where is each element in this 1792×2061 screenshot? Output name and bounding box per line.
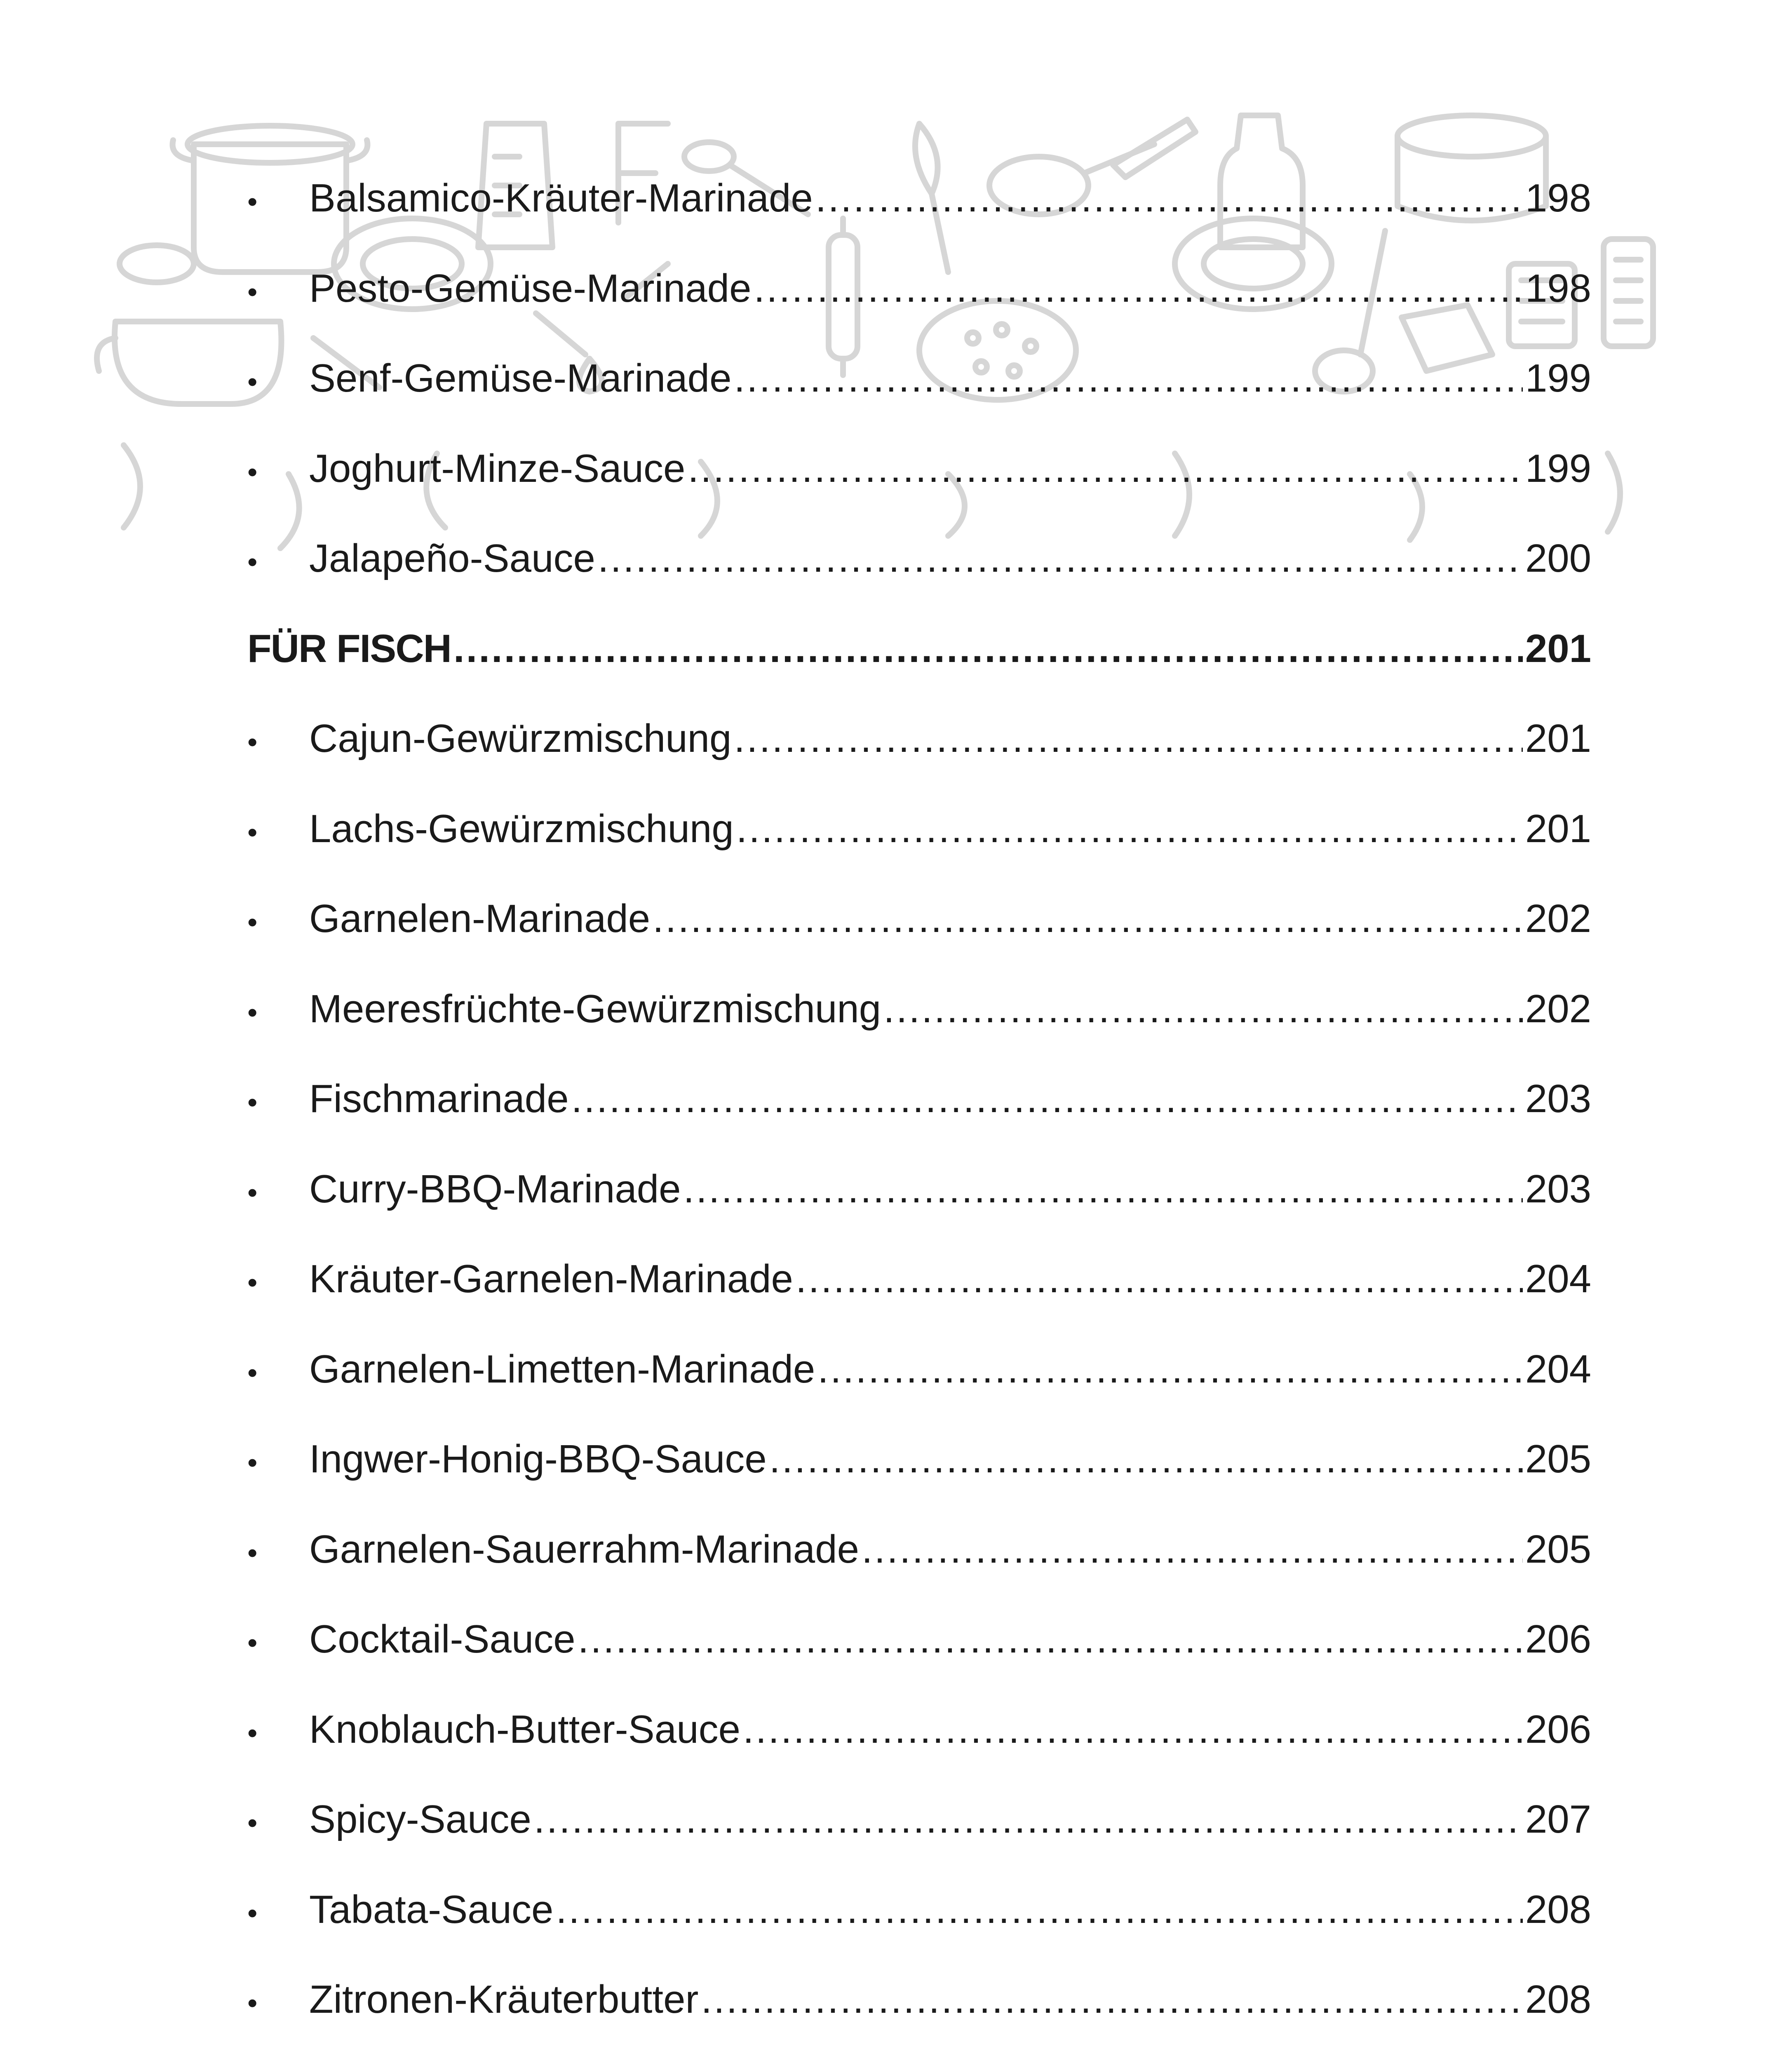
toc-entry-title: Joghurt-Minze-Sauce [309, 446, 686, 491]
toc-page-number: 201 [1525, 716, 1591, 761]
toc-entry [247, 874, 1591, 964]
toc-page-number: 206 [1525, 1707, 1591, 1751]
bullet-icon: • [247, 1536, 258, 1569]
dot-leader [556, 1865, 1522, 1955]
toc-section-heading [247, 604, 1591, 694]
toc-entry [247, 424, 1591, 514]
toc-entry-title: Balsamico-Kräuter-Marinade [309, 176, 813, 220]
toc-page-number: 204 [1525, 1257, 1591, 1301]
toc-entry [247, 1775, 1591, 1865]
toc-entry-title: Cocktail-Sauce [309, 1617, 575, 1661]
toc-entry [247, 514, 1591, 604]
toc-entry [247, 1414, 1591, 1505]
bullet-icon: • [247, 275, 258, 308]
toc-page-number: 203 [1525, 1077, 1591, 1121]
bullet-icon: • [247, 906, 258, 938]
toc-entry-title: FÜR FISCH [247, 626, 451, 671]
dot-leader [734, 333, 1522, 424]
toc-entry [247, 1505, 1591, 1595]
toc-entry [247, 1594, 1591, 1685]
toc-entry-title: Curry-BBQ-Marinade [309, 1167, 681, 1211]
toc-entry-title: Tabata-Sauce [309, 1887, 554, 1932]
bullet-icon: • [247, 816, 258, 848]
toc-entry [247, 333, 1591, 424]
toc-entry-title: Kräuter-Garnelen-Marinade [309, 1257, 793, 1301]
bullet-icon: • [247, 366, 258, 398]
toc-entry [247, 1144, 1591, 1235]
toc-entry-title: Knoblauch-Butter-Sauce [309, 1707, 740, 1751]
toc-entry [247, 2045, 1591, 2061]
toc-page-number: 200 [1525, 536, 1591, 580]
toc-page-number: 205 [1525, 1437, 1591, 1481]
bullet-icon [247, 2048, 309, 2061]
dot-leader [578, 1594, 1523, 1685]
dot-leader [862, 1505, 1523, 1595]
toc-entry-title: Senf-Gemüse-Marinade [309, 356, 732, 400]
dot-leader [817, 1324, 1523, 1415]
bullet-icon: • [247, 1266, 258, 1298]
toc-entry-title: Zitronen-Kräuterbutter [309, 1977, 699, 2021]
toc-page-number: 203 [1525, 1167, 1591, 1211]
toc-entry-title: Pesto-Gemüse-Marinade [309, 266, 752, 310]
dot-leader [743, 1685, 1523, 1775]
toc-page-number [1525, 2045, 1591, 2061]
toc-entry-title: Garnelen-Marinade [309, 897, 651, 941]
bullet-icon: • [247, 1807, 258, 1839]
bullet-icon: • [247, 1086, 258, 1118]
toc-entry [247, 153, 1591, 244]
dot-leader [754, 244, 1522, 334]
bullet-icon: • [247, 1446, 258, 1479]
toc-page-number: 205 [1525, 1527, 1591, 1571]
toc-page-number: 198 [1525, 266, 1591, 310]
toc-entry-title: Meeresfrüchte-Gewürzmischung [309, 986, 881, 1031]
grater-icon [1604, 239, 1653, 346]
toc-page-number: 202 [1525, 986, 1591, 1031]
toc-entry [247, 694, 1591, 784]
toc-page-number: 199 [1525, 446, 1591, 491]
bullet-icon: • [247, 455, 258, 488]
dot-leader [683, 1144, 1523, 1235]
dot-leader [688, 424, 1522, 514]
toc-page-number: 202 [1525, 897, 1591, 941]
toc-entry [247, 964, 1591, 1054]
dot-leader [701, 1955, 1522, 2045]
dot-leader [534, 1775, 1523, 1865]
toc-entry [247, 1234, 1591, 1324]
toc-page-number: 201 [1525, 626, 1591, 671]
dot-leader [571, 1054, 1523, 1144]
toc-page-number: 204 [1525, 1347, 1591, 1391]
toc-entry-title: Cajun-Gewürzmischung [309, 716, 732, 761]
dot-leader [662, 2045, 1523, 2061]
toc-entry-title [309, 2045, 659, 2061]
toc-entry [247, 1324, 1591, 1415]
bullet-icon: • [247, 1716, 258, 1749]
bullet-icon: • [247, 185, 258, 218]
toc-page-number: 207 [1525, 1797, 1591, 1841]
dot-leader [815, 153, 1523, 244]
dot-leader [883, 964, 1523, 1054]
toc-entry-title: Fischmarinade [309, 1077, 569, 1121]
toc-entry-title: Spicy-Sauce [309, 1797, 531, 1841]
dot-leader [734, 694, 1522, 784]
toc-page-number: 208 [1525, 1887, 1591, 1932]
toc-entry [247, 244, 1591, 334]
dot-leader [736, 784, 1523, 874]
toc-entry-title: Garnelen-Limetten-Marinade [309, 1347, 815, 1391]
table-of-contents [247, 153, 1591, 2061]
toc-entry [247, 1054, 1591, 1144]
toc-page-number: 198 [1525, 176, 1591, 220]
bullet-icon: • [247, 1897, 258, 1929]
toc-page-number: 206 [1525, 1617, 1591, 1661]
dot-leader [769, 1414, 1523, 1505]
bullet-icon: • [247, 726, 258, 758]
dot-leader [453, 604, 1523, 694]
bullet-icon: • [247, 546, 258, 578]
toc-entry [247, 1685, 1591, 1775]
toc-entry-title: Jalapeño-Sauce [309, 536, 595, 580]
bullet-icon: • [247, 1176, 258, 1209]
toc-page-number: 208 [1525, 1977, 1591, 2021]
bullet-icon: • [247, 1356, 258, 1389]
toc-page-number: 199 [1525, 356, 1591, 400]
bullet-icon: • [247, 1627, 258, 1659]
toc-page-number: 201 [1525, 806, 1591, 851]
dot-leader [598, 514, 1523, 604]
toc-entry-title: Garnelen-Sauerrahm-Marinade [309, 1527, 859, 1571]
bullet-icon: • [247, 996, 258, 1028]
bullet-icon: • [247, 1987, 258, 2019]
dot-leader [796, 1234, 1523, 1324]
toc-entry-title: Lachs-Gewürzmischung [309, 806, 734, 851]
dot-leader [653, 874, 1523, 964]
toc-entry [247, 1865, 1591, 1955]
toc-entry-title: Ingwer-Honig-BBQ-Sauce [309, 1437, 767, 1481]
toc-entry [247, 784, 1591, 874]
toc-entry [247, 1955, 1591, 2045]
